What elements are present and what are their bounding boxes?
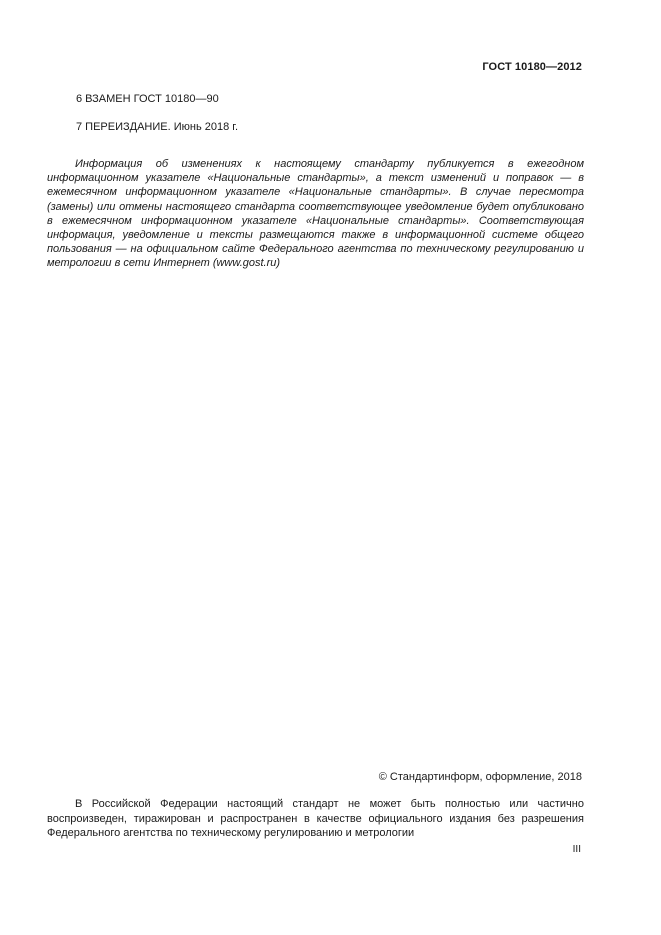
standard-code: ГОСТ 10180—2012	[482, 61, 582, 73]
amendments-notice: Информация об изменениях к настоящему стандарту публикуется в ежегодном информационном указателе «Национальные стандарты», а текст изменений и поправок — в ежемесячном информационном указателе «Национальные стандарты». В случае пересмотра (замены) или отмены настоящего стандарта соответствующее уведомление будет опубликовано в ежемесячном информационном указателе «Национальные стандарты». Соответствующая информация, уведомление и тексты размещаются также в информационной системе общего пользования — на официальном сайте Федерального агентства по техническому регулированию и метрологии в сети Интернет (www.gost.ru)	[47, 158, 584, 270]
item-reissue: 7 ПЕРЕИЗДАНИЕ. Июнь 2018 г.	[76, 121, 238, 133]
copyright-line: © Стандартинформ, оформление, 2018	[378, 771, 582, 783]
item-replaces: 6 ВЗАМЕН ГОСТ 10180—90	[76, 93, 219, 105]
reproduction-notice: В Российской Федерации настоящий стандарт не может быть полностью или частично воспроизведен, тиражирован и распространен в качестве официального издания без разрешения Федерального агентства по техническому регулированию и метрологии	[47, 798, 584, 839]
page-number: III	[572, 844, 581, 855]
